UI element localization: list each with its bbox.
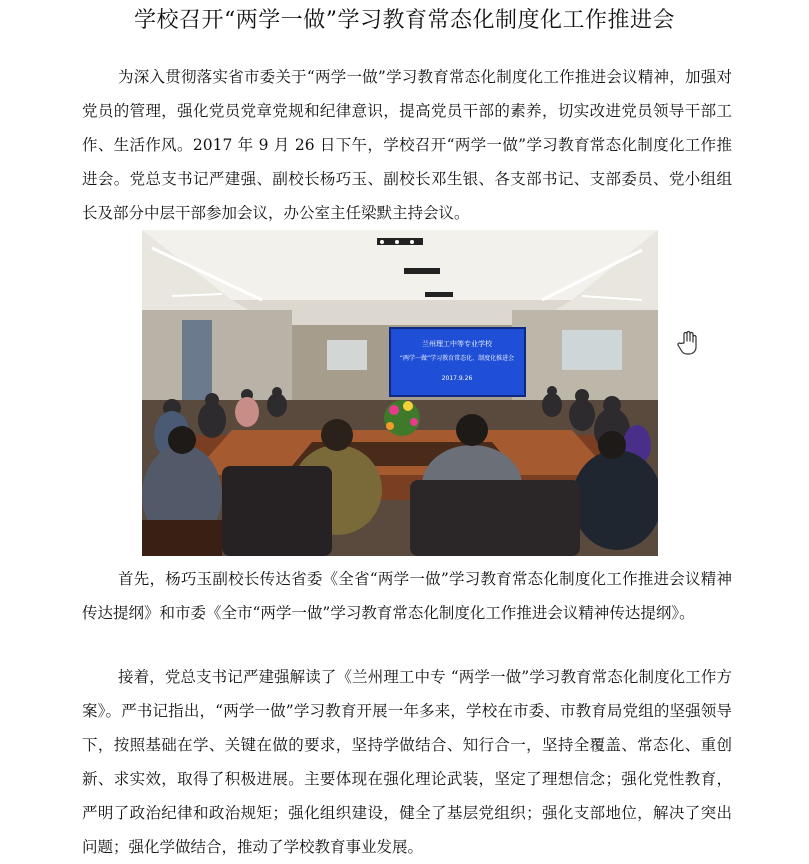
paragraph-second: 接着，党总支书记严建强解读了《兰州理工中专 “两学一做”学习教育常态化制度化工作方案》。严书记指出，“两学一做”学习教育开展一年多来，学校在市委、市教育局党组的坚强领导下，按照基础在学、关键在做的要求，坚持学做结合、知行合一，坚持全覆盖、常态化、重创新、求实效，取得了积极进展。主要体现在强化理论武装，坚定了理想信念；强化党性教育，严明了政治纪律和政治规矩；强化组织建设，健全了基层党组织；强化支部地位，解决了突出问题；强化学做结合，推动了学校教育事业发展。 <box>82 668 732 856</box>
meeting-photo <box>142 230 658 556</box>
hand-pointer-icon <box>676 330 700 356</box>
document-title: 学校召开“两学一做”学习教育常态化制度化工作推进会 <box>134 8 675 33</box>
screen-date: 2017.9.26 <box>441 375 473 382</box>
paragraph-first: 首先，杨巧玉副校长传达省委《全省“两学一做”学习教育常态化制度化工作推进会议精神传达提纲》和市委《全市“两学一做”学习教育常态化制度化工作推进会议精神传达提纲》。 <box>82 570 732 622</box>
paragraph-intro: 为深入贯彻落实省市委关于“两学一做”学习教育常态化制度化工作推进会议精神，加强对党员的管理，强化党员党章党规和纪律意识，提高党员干部的素养，切实改进党员领导干部工作、生活作风。2017 年 9 月 26 日下午，学校召开“两学一做”学习教育常态化制度化工作推进会。党总支书记严建强、副校长杨巧玉、副校长邓生银、各支部书记、支部委员、党小组组长及部分中层干部参加会议，办公室主任梁默主持会议。 <box>82 68 732 222</box>
screen-line2: “两学一做”学习教育常态化、制度化推进会 <box>399 355 515 362</box>
screen-line1: 兰州理工中等专业学校 <box>422 340 492 348</box>
